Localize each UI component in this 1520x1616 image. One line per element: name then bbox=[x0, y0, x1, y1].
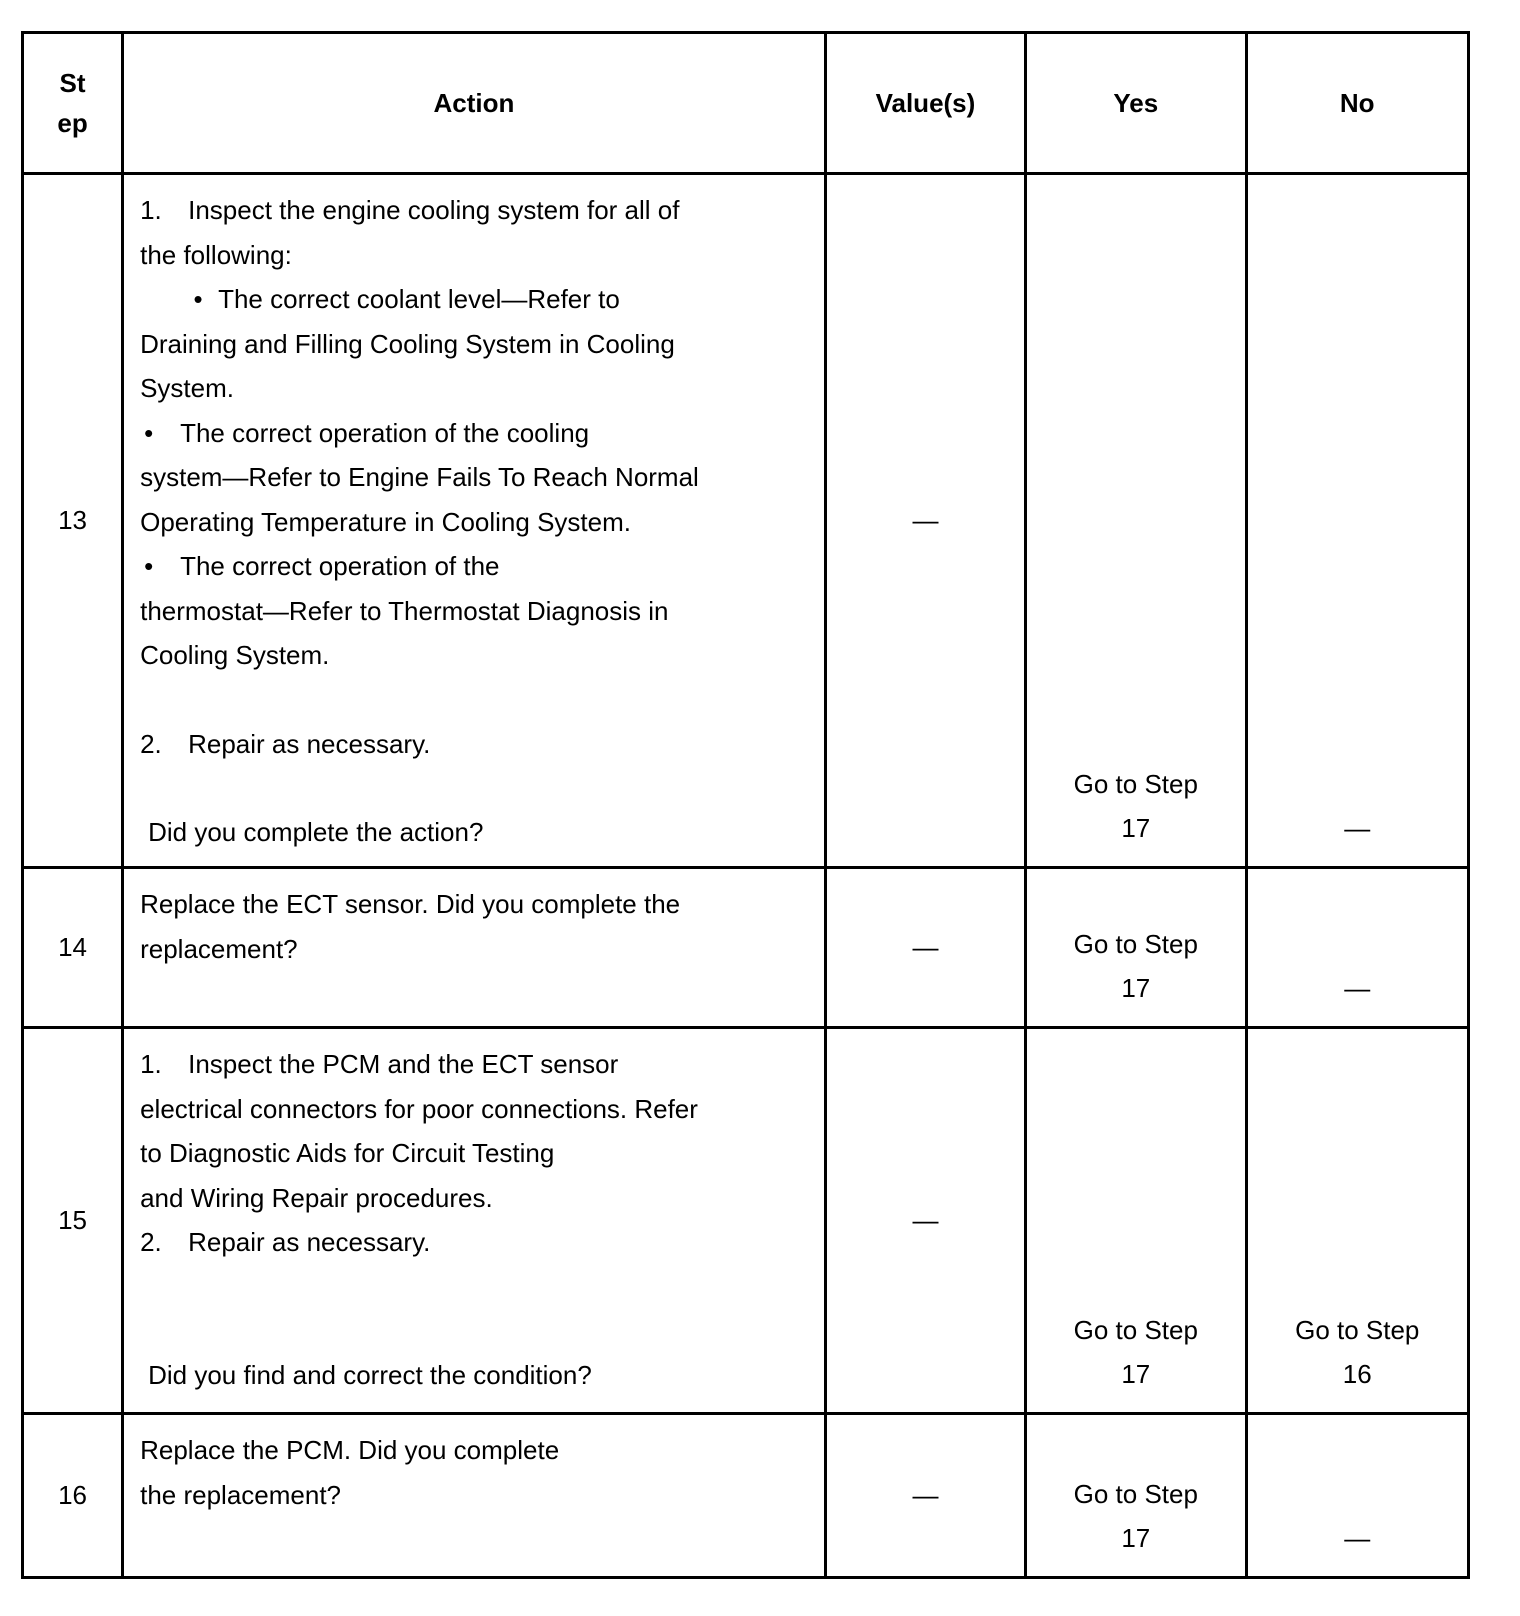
action-line: Repair as necessary. bbox=[188, 1227, 431, 1257]
action-line: The correct operation of the bbox=[180, 551, 500, 581]
yes-goto-label: Go to Step bbox=[1073, 929, 1198, 959]
action-line: electrical connectors for poor connections. Refer bbox=[140, 1093, 698, 1124]
table-row-step-13 bbox=[23, 174, 1469, 868]
action-line: Cooling System. bbox=[140, 640, 330, 670]
action-line: The correct coolant level—Refer to bbox=[218, 284, 620, 314]
action-line: Operating Temperature in Cooling System. bbox=[140, 506, 631, 537]
action-cell bbox=[123, 1414, 826, 1578]
yes-goto-step: 17 bbox=[1121, 973, 1151, 1003]
no-goto-label: Go to Step bbox=[1295, 1315, 1420, 1345]
no-cell: — bbox=[1246, 1414, 1469, 1578]
step-number: 13 bbox=[23, 174, 123, 868]
table-header-row bbox=[23, 33, 1469, 174]
action-cell bbox=[123, 1028, 826, 1414]
step-number: 14 bbox=[23, 868, 123, 1028]
action-line: Repair as necessary. bbox=[188, 728, 431, 759]
header-values: Value(s) bbox=[825, 33, 1025, 174]
yes-cell bbox=[1026, 1028, 1246, 1414]
table-row-step-16 bbox=[23, 1414, 1469, 1578]
item-number: 2. bbox=[140, 1227, 162, 1257]
table-row-step-14 bbox=[23, 868, 1469, 1028]
yes-goto-step: 17 bbox=[1121, 1359, 1151, 1389]
value-cell: — bbox=[825, 868, 1025, 1028]
action-cell bbox=[123, 174, 826, 868]
yes-cell bbox=[1026, 868, 1246, 1028]
header-action: Action bbox=[123, 33, 826, 174]
action-line: System. bbox=[140, 373, 235, 403]
yes-goto-step: 17 bbox=[1121, 1523, 1151, 1553]
item-number: 1. bbox=[140, 195, 162, 225]
header-yes: Yes bbox=[1026, 33, 1246, 174]
item-number: 2. bbox=[140, 728, 162, 759]
value-cell: — bbox=[825, 1414, 1025, 1578]
action-line: to Diagnostic Aids for Circuit Testing bbox=[140, 1138, 555, 1168]
yes-cell bbox=[1026, 1414, 1246, 1578]
action-line: Draining and Filling Cooling System in Cooling bbox=[140, 328, 675, 359]
header-step-line2: ep bbox=[57, 108, 88, 138]
action-question: Did you complete the action? bbox=[148, 817, 484, 847]
no-goto-step: 16 bbox=[1342, 1359, 1372, 1389]
action-line: Replace the PCM. Did you complete bbox=[140, 1435, 560, 1465]
action-line: replacement? bbox=[140, 933, 298, 964]
yes-cell bbox=[1026, 174, 1246, 868]
action-line: the following: bbox=[140, 239, 292, 270]
value-cell: — bbox=[825, 174, 1025, 868]
action-cell bbox=[123, 868, 826, 1028]
yes-goto-step: 17 bbox=[1121, 813, 1151, 843]
bullet-icon: • bbox=[144, 417, 154, 448]
header-no: No bbox=[1246, 33, 1469, 174]
no-cell bbox=[1246, 1028, 1469, 1414]
value-cell: — bbox=[825, 1028, 1025, 1414]
action-line: Inspect the engine cooling system for all of bbox=[188, 195, 680, 225]
step-number: 16 bbox=[23, 1414, 123, 1578]
action-line: Inspect the PCM and the ECT sensor bbox=[188, 1049, 619, 1079]
header-step-line1: St bbox=[59, 68, 86, 98]
diagnostic-table bbox=[21, 31, 1470, 1579]
action-line: the replacement? bbox=[140, 1479, 341, 1510]
header-step bbox=[23, 33, 123, 174]
step-number: 15 bbox=[23, 1028, 123, 1414]
bullet-icon: • bbox=[144, 551, 154, 581]
action-line: The correct operation of the cooling bbox=[180, 417, 590, 448]
bullet-icon: • bbox=[193, 284, 203, 314]
action-line: thermostat—Refer to Thermostat Diagnosis in bbox=[140, 595, 669, 626]
action-question: Did you find and correct the condition? bbox=[148, 1359, 592, 1390]
action-line: and Wiring Repair procedures. bbox=[140, 1182, 493, 1213]
yes-goto-label: Go to Step bbox=[1073, 1479, 1198, 1509]
item-number: 1. bbox=[140, 1049, 162, 1079]
action-line: Replace the ECT sensor. Did you complete the bbox=[140, 889, 681, 919]
yes-goto-label: Go to Step bbox=[1073, 769, 1198, 799]
yes-goto-label: Go to Step bbox=[1073, 1315, 1198, 1345]
table-row-step-15 bbox=[23, 1028, 1469, 1414]
no-cell: — bbox=[1246, 174, 1469, 868]
action-line: system—Refer to Engine Fails To Reach Normal bbox=[140, 462, 699, 492]
no-cell: — bbox=[1246, 868, 1469, 1028]
